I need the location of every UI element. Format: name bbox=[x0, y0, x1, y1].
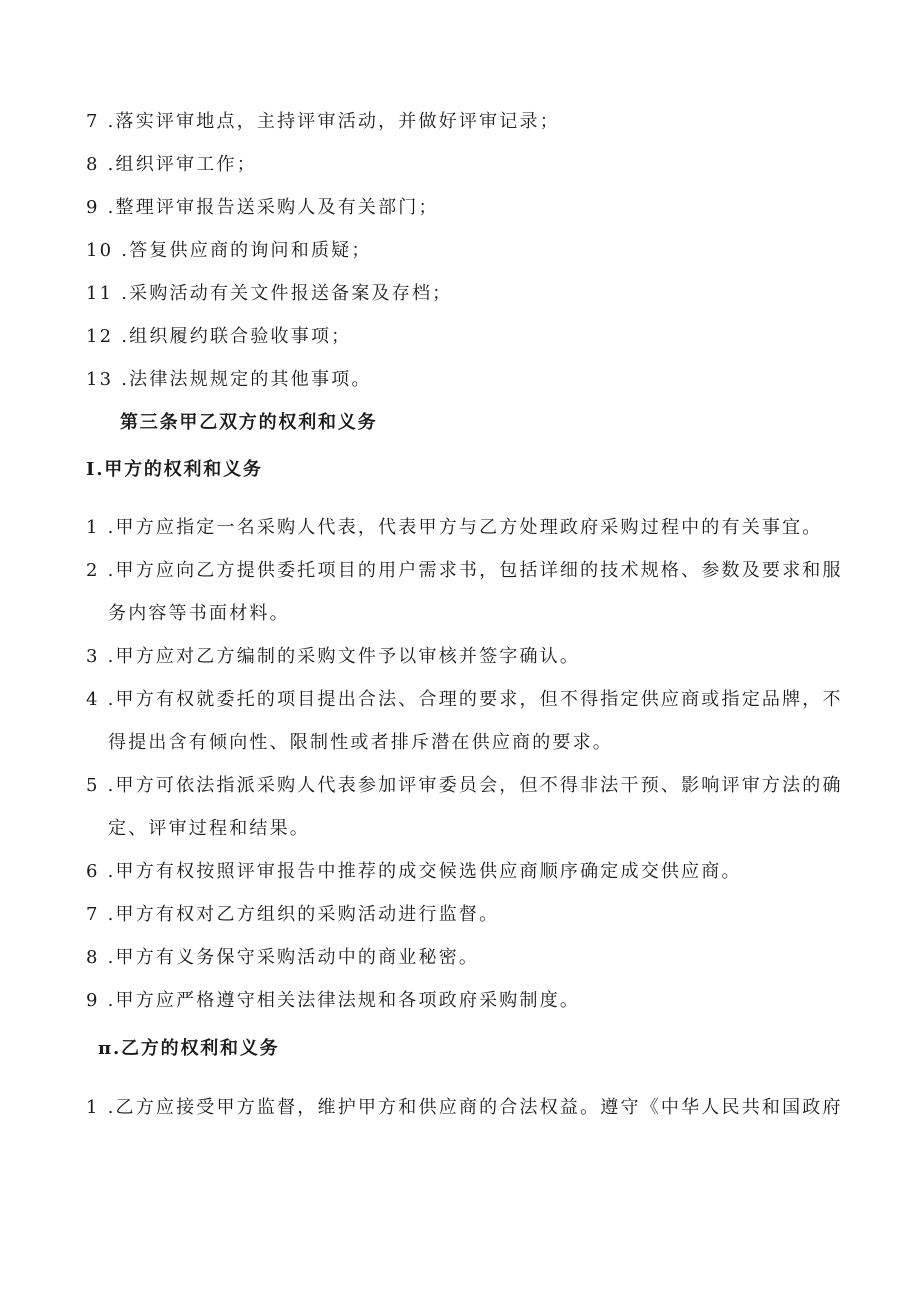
list-item: 1 .甲方应指定一名采购人代表，代表甲方与乙方处理政府采购过程中的有关事宜。 bbox=[86, 517, 823, 538]
list-item: 6 .甲方有权按照评审报告中推荐的成交候选供应商顺序确定成交供应商。 bbox=[86, 861, 742, 882]
list-item-continuation: 得提出含有倾向性、限制性或者排斥潜在供应商的要求。 bbox=[108, 732, 613, 753]
list-item-continuation: 定、评审过程和结果。 bbox=[108, 818, 310, 839]
list-item: 7 .甲方有权对乙方组织的采购活动进行监督。 bbox=[86, 904, 500, 925]
list-item: 9 .甲方应严格遵守相关法律法规和各项政府采购制度。 bbox=[86, 990, 581, 1011]
list-item: 3 .甲方应对乙方编制的采购文件予以审核并签字确认。 bbox=[86, 646, 581, 667]
list-item: 4 .甲方有权就委托的项目提出合法、合理的要求，但不得指定供应商或指定品牌，不 bbox=[86, 689, 843, 710]
article-title: 第三条甲乙双方的权利和义务 bbox=[120, 412, 378, 433]
list-item: 11 .采购活动有关文件报送备案及存档； bbox=[86, 283, 453, 304]
list-item: 8 .甲方有义务保守采购活动中的商业秘密。 bbox=[86, 947, 480, 968]
list-item: 5 .甲方可依法指派采购人代表参加评审委员会，但不得非法干预、影响评审方法的确 bbox=[86, 775, 843, 796]
list-item: 7 .落实评审地点，主持评审活动，并做好评审记录； bbox=[86, 111, 560, 132]
list-item: 9 .整理评审报告送采购人及有关部门； bbox=[86, 197, 439, 218]
list-item: 1 .乙方应接受甲方监督，维护甲方和供应商的合法权益。遵守《中华人民共和国政府 bbox=[86, 1097, 843, 1118]
list-item: 2 .甲方应向乙方提供委托项目的用户需求书，包括详细的技术规格、参数及要求和服 bbox=[86, 560, 843, 581]
list-item: 8 .组织评审工作； bbox=[86, 154, 257, 175]
list-item: 10 .答复供应商的询问和质疑； bbox=[86, 240, 372, 261]
list-item-continuation: 务内容等书面材料。 bbox=[108, 603, 290, 624]
section-title-party-a: I.甲方的权利和义务 bbox=[86, 459, 263, 480]
list-item: 12 .组织履约联合验收事项； bbox=[86, 326, 352, 347]
list-item: 13 .法律法规规定的其他事项。 bbox=[86, 369, 372, 390]
section-title-party-b: π.乙方的权利和义务 bbox=[98, 1038, 280, 1059]
